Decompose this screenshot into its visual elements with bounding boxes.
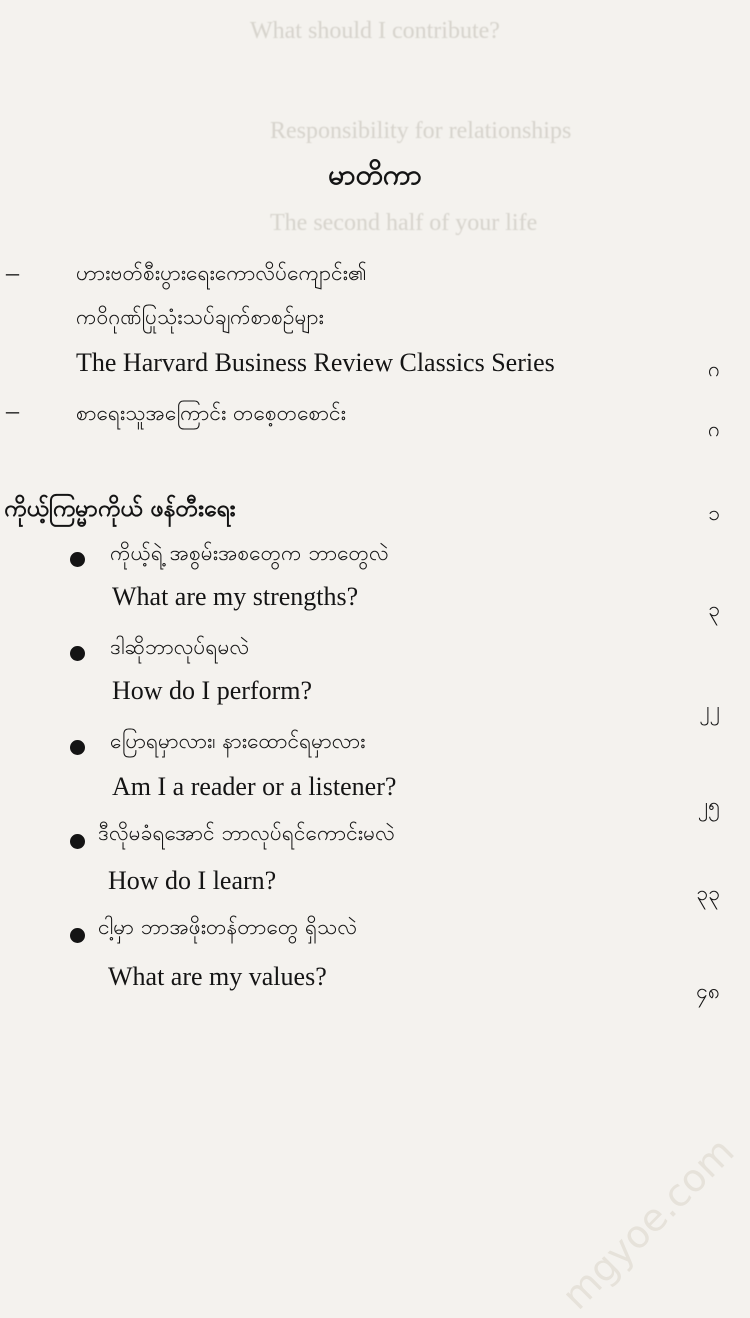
bullet-icon	[70, 928, 85, 943]
toc-item-myanmar: ပြောရမှာလား၊ နားထောင်ရမှာလား	[110, 729, 366, 753]
toc-item-english: What are my strengths?	[112, 582, 359, 611]
toc-entry-line: စာရေးသူအကြောင်း တစေ့တစောင်း	[76, 401, 346, 425]
watermark: mgyoe.com	[552, 1128, 742, 1318]
bullet-icon	[70, 552, 85, 567]
page-number: ဂ	[708, 417, 720, 441]
page-number: ၁	[708, 501, 720, 525]
toc-item-english: How do I perform?	[112, 676, 312, 705]
page-number: ၄၈	[696, 979, 720, 1003]
ghost-line: What should I contribute?	[250, 18, 500, 44]
toc-item-myanmar: ဒါဆိုဘာလုပ်ရမလဲ	[110, 635, 250, 659]
ghost-line: Responsibility for relationships	[270, 118, 572, 144]
toc-item-english: What are my values?	[108, 962, 327, 991]
page-number: ၂၂	[699, 697, 720, 721]
page-number: ၃	[708, 597, 720, 621]
page-number: ဂ	[708, 357, 720, 381]
bullet-icon	[70, 646, 85, 661]
toc-item-english: How do I learn?	[108, 866, 277, 895]
toc-item-myanmar: ငါ့မှာ ဘာအဖိုးတန်တာတွေ ရှိသလဲ	[98, 915, 358, 939]
bullet-icon	[70, 834, 85, 849]
toc-item-myanmar: ဒီလိုမခံရအောင် ဘာလုပ်ရင်ကောင်းမလဲ	[98, 821, 395, 845]
page-title: မာတိကာ	[328, 158, 422, 191]
dash-marker: –	[6, 396, 19, 425]
page-number: ၃၃	[696, 881, 720, 905]
toc-entry-english: The Harvard Business Review Classics Series	[76, 348, 555, 377]
dash-marker: –	[6, 258, 19, 287]
toc-item-myanmar: ကိုယ့်ရဲ့ အစွမ်းအစတွေက ဘာတွေလဲ	[110, 541, 389, 565]
toc-entry-line: ဟားဗတ်စီးပွားရေးကောလိပ်ကျောင်း၏	[76, 261, 367, 285]
bullet-icon	[70, 740, 85, 755]
ghost-line: The second half of your life	[270, 210, 538, 236]
section-heading: ကိုယ့်ကြမ္မာကိုယ် ဖန်တီးရေး	[4, 496, 236, 522]
toc-item-english: Am I a reader or a listener?	[112, 772, 397, 801]
toc-entry-line: ကဝိဂုဏ်ပြုသုံးသပ်ချက်စာစဉ်များ	[76, 305, 324, 329]
page-number: ၂၅	[697, 793, 720, 817]
